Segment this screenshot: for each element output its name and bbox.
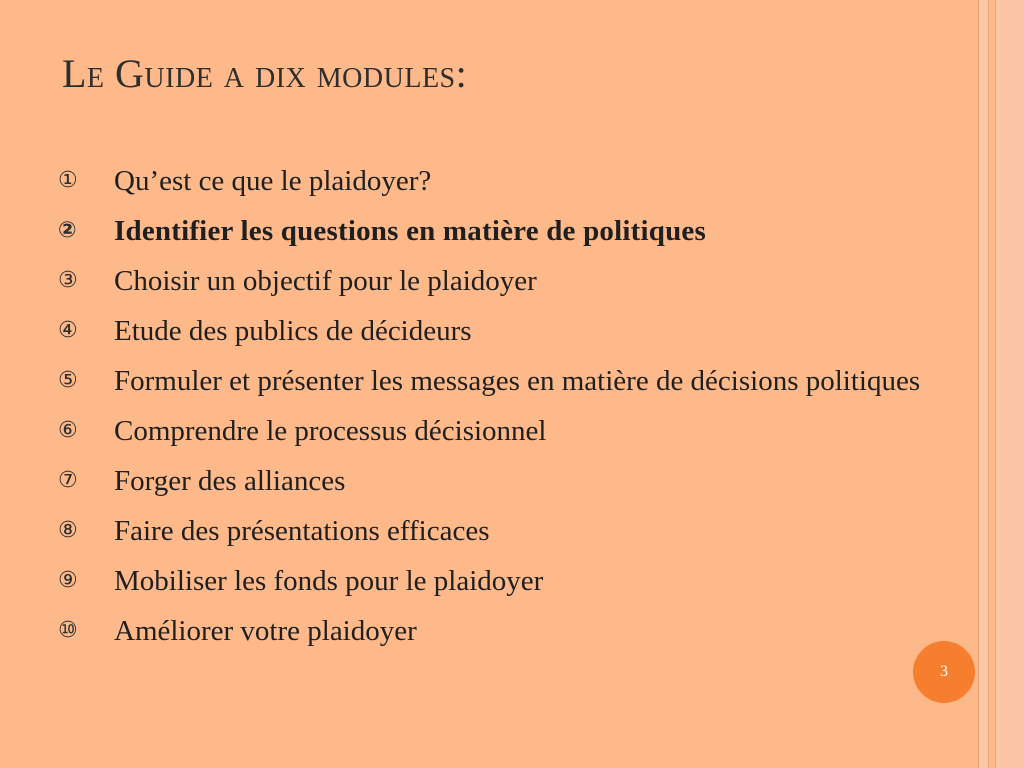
list-item (58, 462, 978, 500)
list-item-highlighted (58, 212, 978, 250)
edge-band (979, 0, 988, 768)
item-text: Qu’est ce que le plaidoyer? (114, 165, 432, 197)
page-number-badge: 3 (913, 641, 975, 703)
list-item (58, 512, 978, 550)
item-number: ⑥ (58, 418, 78, 443)
item-text: Forger des alliances (114, 465, 346, 497)
item-text: Comprendre le processus décisionnel (114, 415, 547, 447)
list-item (58, 262, 978, 300)
list-item (58, 562, 978, 600)
edge-band (996, 0, 1024, 768)
item-text: Formuler et présenter les messages en matière de décisions politiques (114, 365, 921, 397)
module-list (58, 162, 978, 662)
list-item (58, 412, 978, 450)
list-item (58, 312, 978, 350)
item-text: Faire des présentations efficaces (114, 515, 490, 547)
item-text: Choisir un objectif pour le plaidoyer (114, 265, 537, 297)
item-number: ⑩ (58, 618, 78, 643)
list-item (58, 612, 978, 650)
item-text: Mobiliser les fonds pour le plaidoyer (114, 565, 544, 597)
item-text: Identifier les questions en matière de politiques (114, 215, 706, 247)
item-number: ⑨ (58, 568, 78, 593)
item-text: Améliorer votre plaidoyer (114, 615, 417, 647)
item-number: ② (58, 218, 77, 243)
list-item (58, 362, 978, 400)
slide-title: Le Guide a dix modules: (62, 51, 468, 96)
item-number: ⑦ (58, 468, 78, 493)
list-item (58, 162, 978, 200)
item-number: ⑧ (58, 518, 78, 543)
item-text: Etude des publics de décideurs (114, 315, 472, 347)
item-number: ③ (58, 268, 78, 293)
item-number: ④ (58, 318, 78, 343)
item-number: ① (58, 168, 78, 193)
item-number: ⑤ (58, 368, 78, 393)
